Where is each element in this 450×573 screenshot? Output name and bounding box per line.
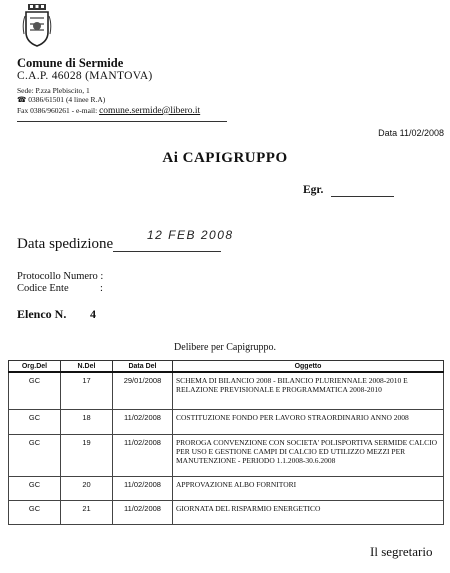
egr-label: Egr. xyxy=(303,184,324,196)
table-row xyxy=(9,372,444,409)
sede-line: Sede: P.zza Plebiscito, 1 xyxy=(17,86,90,95)
delibere-table xyxy=(8,360,444,525)
row-num: 21 xyxy=(61,500,113,524)
row-org: GC xyxy=(9,476,61,500)
column-header-subject: Oggetto xyxy=(173,361,444,373)
row-num: 17 xyxy=(61,372,113,409)
row-subject: PROROGA CONVENZIONE CON SOCIETA' POLISPORTIVA SERMIDE CALCIO PER USO E GESTIONE CAMPI DI CALCIO ED UTILIZZO MEZZI PER MANUTENZIONE - PERIODO 1.1.2008-30.6.2008 xyxy=(173,434,444,476)
telephone-icon: ☎ xyxy=(17,95,27,104)
row-num: 20 xyxy=(61,476,113,500)
row-date: 11/02/2008 xyxy=(113,434,173,476)
telephone-line xyxy=(17,95,105,104)
telephone-lines: (4 linee R.A) xyxy=(65,95,106,104)
row-date: 29/01/2008 xyxy=(113,372,173,409)
fax-email-line xyxy=(17,106,200,116)
fax-prefix: Fax 0386/960261 - e-mail: xyxy=(17,106,98,115)
row-org: GC xyxy=(9,500,61,524)
row-org: GC xyxy=(9,434,61,476)
protocollo-label: Protocollo Numero : xyxy=(17,271,104,282)
row-subject: SCHEMA DI BILANCIO 2008 - BILANCIO PLURIENNALE 2008-2010 E RELAZIONE PREVISIONALE E PROGRAMMATICA 2008-2010 xyxy=(173,372,444,409)
column-header-num: N.Del xyxy=(61,361,113,373)
column-header-date: Data Del xyxy=(113,361,173,373)
row-num: 19 xyxy=(61,434,113,476)
date-stamp: 12 FEB 2008 xyxy=(147,228,234,242)
row-num: 18 xyxy=(61,409,113,434)
telephone-number: 0386/61501 xyxy=(28,95,65,104)
row-org: GC xyxy=(9,372,61,409)
row-subject: APPROVAZIONE ALBO FORNITORI xyxy=(173,476,444,500)
spedizione-blank-line xyxy=(113,251,221,252)
email-link[interactable]: comune.sermide@libero.it xyxy=(99,106,201,116)
table-title: Delibere per Capigruppo. xyxy=(174,342,276,353)
column-header-org: Org.Del xyxy=(9,361,61,373)
row-subject: COSTITUZIONE FONDO PER LAVORO STRAORDINARIO ANNO 2008 xyxy=(173,409,444,434)
row-date: 11/02/2008 xyxy=(113,500,173,524)
table-row xyxy=(9,409,444,434)
cap-line: C.A.P. 46028 (MANTOVA) xyxy=(17,70,153,82)
egr-blank-line xyxy=(331,196,394,197)
table-header-row xyxy=(9,361,444,373)
spedizione-label: Data spedizione xyxy=(17,236,114,252)
codice-ente-value: : xyxy=(100,283,103,294)
document-date: Data 11/02/2008 xyxy=(378,128,444,138)
row-org: GC xyxy=(9,409,61,434)
row-date: 11/02/2008 xyxy=(113,409,173,434)
codice-ente-label: Codice Ente xyxy=(17,283,69,294)
row-subject: GIORNATA DEL RISPARMIO ENERGETICO xyxy=(173,500,444,524)
elenco-label: Elenco N. xyxy=(17,307,67,321)
table-row xyxy=(9,434,444,476)
row-date: 11/02/2008 xyxy=(113,476,173,500)
header-divider xyxy=(17,121,227,122)
municipal-crest-icon xyxy=(22,4,52,48)
signature-label: Il segretario xyxy=(370,544,433,559)
addressee-title: Ai CAPIGRUPPO xyxy=(162,150,288,166)
table-row xyxy=(9,476,444,500)
org-name: Comune di Sermide xyxy=(17,56,124,70)
elenco-number: 4 xyxy=(90,307,96,321)
table-row xyxy=(9,500,444,524)
